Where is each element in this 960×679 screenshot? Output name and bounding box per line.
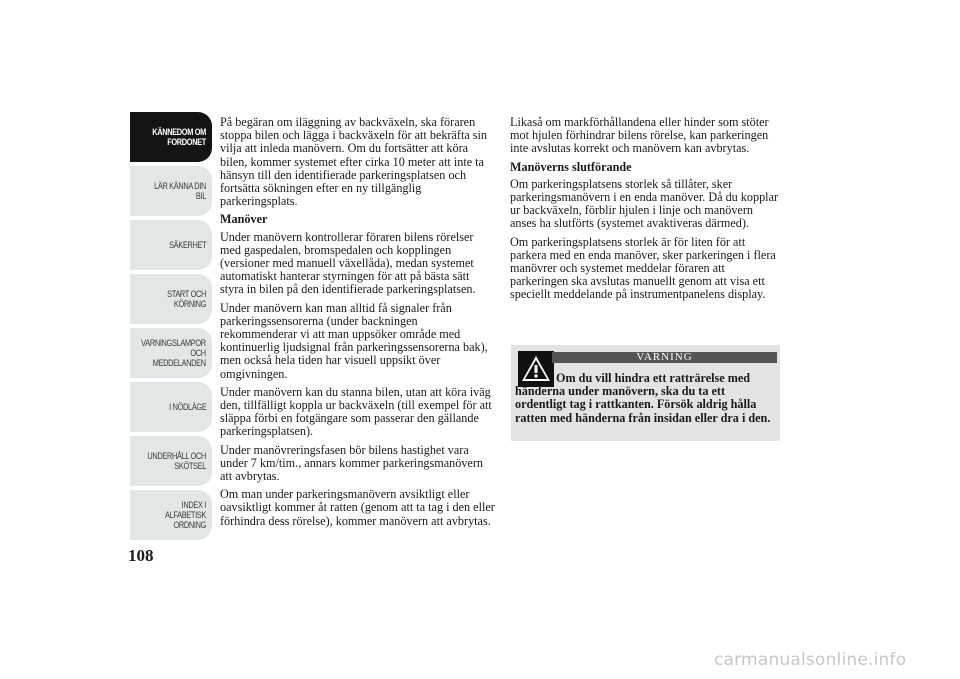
chapter-tab-lar-kanna[interactable] [130, 166, 212, 216]
chapter-tab-index[interactable] [130, 490, 212, 540]
paragraph: På begäran om iläggning av backväxeln, ska föraren stoppa bilen och lägga i backväxeln för att bekräfta sin vilja att inleda manövern. Om du fortsätter att köra bilen, kommer systemet efter cirka 10 meter att inte ta hänsyn till den identifierade parkeringsplatsen och fortsätta sökningen efter en ny tillgänglig parkeringsplats. [220, 115, 488, 209]
paragraph: Om parkeringsplatsens storlek så tillåter, sker parkeringsmanövern i en enda manöver. Då du kopplar ur backväxeln, förblir hjulen i linje och manövern anses ha slutförts (systemet avaktiveras därmed). [510, 176, 779, 231]
text-column-left [220, 116, 496, 533]
paragraph: Under manövreringsfasen bör bilens hastighet vara under 7 km/tim., annars kommer parkeringsmanövern att avbrytas. [220, 442, 483, 484]
section-heading: Manöverns slutförande [510, 159, 632, 174]
chapter-tab-kannedom[interactable] [130, 112, 212, 162]
chapter-tab-label: KÄNNEDOM OM FORDONET [152, 127, 206, 147]
paragraph: Om parkeringsplatsens storlek är för liten för att parkera med en enda manöver, sker parkeringen i flera manövrer och systemet meddelar föraren att parkeringen ska avslutas manuellt genom att visa ett speciellt meddelande på instrumentpanelens display. [510, 234, 776, 302]
chapter-tab-label: INDEX I ALFABETISK ORDNING [164, 500, 206, 530]
chapter-tab-label: SÄKERHET [168, 240, 206, 250]
paragraph: Om man under parkeringsmanövern avsiktligt eller oavsiktligt kommer åt ratten (genom att ta tag i den eller förhindra dess rörelse), kommer manövern att avbrytas. [220, 487, 495, 528]
chapter-sidebar [130, 112, 212, 544]
chapter-tab-start[interactable] [130, 274, 212, 324]
paragraph: Likaså om markförhållandena eller hinder som stöter mot hjulen förhindrar bilens rörelse, kan parkeringen inte avslutas korrekt och manövern kan avbrytas. [510, 115, 769, 156]
paragraph: Under manövern kan man alltid få signaler från parkeringssensorerna (under backningen rekommenderar vi att man uppsöker område med kontinuerlig ljudsignal från parkeringssensorerna bak), men också hela tiden har visuell uppsikt över omgivningen. [220, 300, 488, 381]
chapter-tab-label: START OCH KÖRNING [167, 289, 206, 309]
chapter-tab-label: I NÖDLÄGE [168, 402, 206, 412]
text-column-right [510, 116, 782, 307]
paragraph: Under manövern kontrollerar föraren bilens rörelser med gaspedalen, bromspedalen och kopplingen (versioner med manuell växellåda), medan systemet automatiskt hanterar styrningen för att på bästa sätt styra in bilen på den identifierade parkeringsplatsen. [220, 229, 476, 297]
warning-title: VARNING [552, 352, 777, 363]
chapter-tab-varningslampor[interactable] [130, 328, 212, 378]
page-number: 108 [128, 546, 154, 565]
paragraph: Under manövern kan du stanna bilen, utan att köra iväg den, tillfälligt koppla ur backväxeln (till exempel för att släppa förbi en fotgängare som passerar den gällande parkeringsplatsen). [220, 384, 492, 439]
warning-text: Om du vill hindra ett ratträrelse med händerna under manövern, ska du ta ett ordentligt tag i rattkanten. Försök aldrig hålla ratten med händerna från insidan eller dra i den. [515, 371, 771, 425]
section-heading: Manöver [220, 212, 268, 227]
chapter-tab-label: LÄR KÄNNA DIN BIL [154, 181, 206, 201]
chapter-tab-sakerhet[interactable] [130, 220, 212, 270]
chapter-tab-nodlage[interactable] [130, 382, 212, 432]
chapter-tab-underhall[interactable] [130, 436, 212, 486]
chapter-tab-label: VARNINGSLAMPOR OCH MEDDELANDEN [141, 338, 206, 368]
warning-box [511, 345, 780, 441]
chapter-tab-label: UNDERHÅLL OCH SKÖTSEL [147, 451, 206, 471]
watermark: carmanualsonline.info [714, 650, 907, 670]
